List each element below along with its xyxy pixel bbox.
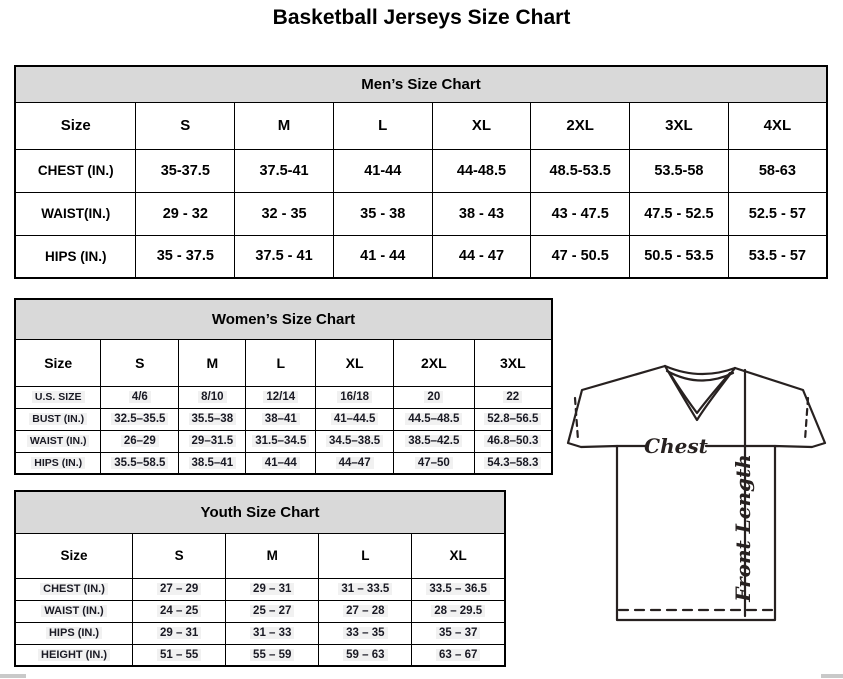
womens-row-label-1 bbox=[15, 408, 101, 430]
youth-value-3-2 bbox=[319, 644, 412, 666]
womens-size-table bbox=[14, 298, 553, 475]
right-sleeve-stitch-dashed bbox=[805, 398, 808, 440]
womens-value-2-0 bbox=[101, 430, 179, 452]
womens-value-2-4 bbox=[394, 430, 475, 452]
mens-value-2-3 bbox=[432, 235, 531, 278]
mens-column-header-5-text: 2XL bbox=[566, 117, 594, 134]
mens-table-row-1 bbox=[15, 192, 827, 235]
mens-value-2-2-text: 41 - 44 bbox=[360, 248, 406, 265]
womens-value-3-2 bbox=[246, 452, 316, 474]
womens-column-header-6 bbox=[474, 339, 552, 386]
horizontal-scrollbar-fragment-right[interactable] bbox=[821, 674, 843, 678]
mens-value-0-0-text: 35-37.5 bbox=[160, 162, 210, 179]
womens-table-row-0 bbox=[15, 386, 552, 408]
mens-value-2-0 bbox=[136, 235, 235, 278]
youth-row-label-2 bbox=[15, 622, 133, 644]
womens-row-label-1-text: BUST (IN.) bbox=[29, 413, 87, 425]
youth-value-1-3 bbox=[412, 600, 505, 622]
womens-row-label-2-text: WAIST (IN.) bbox=[27, 435, 90, 447]
youth-value-2-0 bbox=[133, 622, 226, 644]
mens-value-1-4-text: 43 - 47.5 bbox=[551, 205, 609, 222]
mens-column-header-5 bbox=[531, 102, 630, 149]
womens-column-header-2 bbox=[179, 339, 246, 386]
mens-column-header-4-text: XL bbox=[471, 117, 492, 134]
mens-value-1-3 bbox=[432, 192, 531, 235]
womens-value-3-5 bbox=[474, 452, 552, 474]
womens-value-2-3 bbox=[316, 430, 394, 452]
womens-value-3-0 bbox=[101, 452, 179, 474]
womens-column-header-0 bbox=[15, 339, 101, 386]
womens-value-1-1-text: 35.5–38 bbox=[189, 413, 237, 425]
womens-value-3-1 bbox=[179, 452, 246, 474]
mens-value-1-6-text: 52.5 - 57 bbox=[748, 205, 806, 222]
mens-value-1-1 bbox=[235, 192, 334, 235]
mens-value-1-2 bbox=[333, 192, 432, 235]
youth-column-header-2-text: M bbox=[266, 548, 278, 563]
mens-chart-title-text: Men’s Size Chart bbox=[361, 75, 481, 93]
womens-title-row bbox=[15, 299, 552, 339]
womens-value-1-1 bbox=[179, 408, 246, 430]
mens-column-header-6 bbox=[630, 102, 729, 149]
youth-table-row-0 bbox=[15, 578, 505, 600]
womens-value-1-4 bbox=[394, 408, 475, 430]
womens-row-label-3 bbox=[15, 452, 101, 474]
mens-value-0-3 bbox=[432, 149, 531, 192]
womens-value-0-0-text: 4/6 bbox=[129, 391, 151, 403]
womens-value-0-3-text: 16/18 bbox=[337, 391, 372, 403]
mens-value-0-3-text: 44-48.5 bbox=[456, 162, 507, 179]
womens-value-1-5 bbox=[474, 408, 552, 430]
womens-value-0-2-text: 12/14 bbox=[263, 391, 298, 403]
mens-row-label-1 bbox=[15, 192, 136, 235]
womens-value-2-3-text: 34.5–38.5 bbox=[326, 435, 383, 447]
womens-value-3-5-text: 54.3–58.3 bbox=[484, 457, 541, 469]
womens-value-2-4-text: 38.5–42.5 bbox=[405, 435, 462, 447]
youth-row-label-0 bbox=[15, 578, 133, 600]
mens-column-header-3-text: L bbox=[378, 117, 388, 134]
womens-column-header-3 bbox=[246, 339, 316, 386]
mens-value-2-5 bbox=[630, 235, 729, 278]
youth-value-2-1 bbox=[226, 622, 319, 644]
mens-value-2-4 bbox=[531, 235, 630, 278]
mens-value-1-6 bbox=[728, 192, 827, 235]
mens-value-2-4-text: 47 - 50.5 bbox=[551, 248, 609, 265]
womens-value-0-4 bbox=[394, 386, 475, 408]
mens-value-1-0 bbox=[136, 192, 235, 235]
womens-chart-title bbox=[15, 299, 552, 339]
mens-value-2-2 bbox=[333, 235, 432, 278]
womens-value-0-5-text: 22 bbox=[503, 391, 522, 403]
youth-value-3-3-text: 63 – 67 bbox=[436, 649, 480, 661]
youth-value-0-1 bbox=[226, 578, 319, 600]
womens-value-2-2-text: 31.5–34.5 bbox=[252, 435, 309, 447]
youth-value-0-2-text: 31 – 33.5 bbox=[338, 583, 392, 595]
mens-header-row bbox=[15, 102, 827, 149]
womens-table-row-3 bbox=[15, 452, 552, 474]
mens-value-2-6 bbox=[728, 235, 827, 278]
mens-value-1-1-text: 32 - 35 bbox=[261, 205, 307, 222]
womens-value-3-0-text: 35.5–58.5 bbox=[111, 457, 168, 469]
mens-value-2-0-text: 35 - 37.5 bbox=[156, 248, 214, 265]
youth-value-0-3-text: 33.5 – 36.5 bbox=[426, 583, 490, 595]
mens-value-0-2 bbox=[333, 149, 432, 192]
womens-column-header-2-text: M bbox=[206, 354, 219, 371]
womens-column-header-5-text: 2XL bbox=[420, 354, 447, 371]
womens-value-1-2 bbox=[246, 408, 316, 430]
mens-column-header-2 bbox=[235, 102, 334, 149]
womens-value-1-3 bbox=[316, 408, 394, 430]
mens-value-2-1 bbox=[235, 235, 334, 278]
youth-value-2-0-text: 29 – 31 bbox=[157, 627, 201, 639]
womens-row-label-0-text: U.S. SIZE bbox=[32, 391, 85, 403]
womens-value-3-1-text: 38.5–41 bbox=[189, 457, 237, 469]
youth-row-label-3-text: HEIGHT (IN.) bbox=[38, 649, 110, 661]
mens-value-1-5 bbox=[630, 192, 729, 235]
womens-row-label-3-text: HIPS (IN.) bbox=[31, 457, 85, 469]
womens-column-header-3-text: L bbox=[276, 354, 286, 371]
youth-table-row-3 bbox=[15, 644, 505, 666]
page-title: Basketball Jerseys Size Chart bbox=[272, 6, 571, 29]
mens-value-0-4-text: 48.5-53.5 bbox=[549, 162, 611, 179]
chest-label: Chest bbox=[644, 434, 708, 458]
youth-column-header-3-text: L bbox=[361, 548, 370, 563]
womens-value-1-4-text: 44.5–48.5 bbox=[405, 413, 462, 425]
womens-value-0-3 bbox=[316, 386, 394, 408]
mens-value-0-4 bbox=[531, 149, 630, 192]
youth-value-2-3-text: 35 – 37 bbox=[436, 627, 480, 639]
womens-value-3-3 bbox=[316, 452, 394, 474]
mens-column-header-6-text: 3XL bbox=[665, 117, 693, 134]
mens-row-label-0 bbox=[15, 149, 136, 192]
youth-value-0-0 bbox=[133, 578, 226, 600]
youth-table-row-1 bbox=[15, 600, 505, 622]
mens-row-label-2 bbox=[15, 235, 136, 278]
mens-column-header-2-text: M bbox=[277, 117, 291, 134]
youth-column-header-0 bbox=[15, 533, 133, 578]
jersey-outline bbox=[568, 366, 825, 620]
youth-size-table bbox=[14, 490, 506, 667]
youth-value-3-3 bbox=[412, 644, 505, 666]
mens-value-0-1-text: 37.5-41 bbox=[259, 162, 309, 179]
womens-value-0-5 bbox=[474, 386, 552, 408]
youth-value-3-1 bbox=[226, 644, 319, 666]
mens-value-2-3-text: 44 - 47 bbox=[458, 248, 505, 265]
womens-value-2-0-text: 26–29 bbox=[121, 435, 159, 447]
womens-column-header-1-text: S bbox=[135, 354, 145, 371]
womens-value-1-3-text: 41–44.5 bbox=[331, 413, 379, 425]
womens-value-1-0 bbox=[101, 408, 179, 430]
womens-value-2-1 bbox=[179, 430, 246, 452]
mens-value-1-0-text: 29 - 32 bbox=[162, 205, 208, 222]
youth-chart-title-text: Youth Size Chart bbox=[200, 503, 320, 521]
womens-value-1-2-text: 38–41 bbox=[262, 413, 300, 425]
youth-chart-title bbox=[15, 491, 505, 533]
womens-value-3-2-text: 41–44 bbox=[262, 457, 300, 469]
youth-value-1-2-text: 27 – 28 bbox=[343, 605, 387, 617]
youth-value-2-2 bbox=[319, 622, 412, 644]
womens-value-0-2 bbox=[246, 386, 316, 408]
youth-value-0-1-text: 29 – 31 bbox=[250, 583, 294, 595]
mens-title-row bbox=[15, 66, 827, 102]
mens-row-label-0-text: CHEST (IN.) bbox=[37, 163, 114, 178]
youth-column-header-2 bbox=[226, 533, 319, 578]
mens-column-header-0 bbox=[15, 102, 136, 149]
mens-value-2-1-text: 37.5 - 41 bbox=[255, 248, 313, 265]
mens-value-0-0 bbox=[136, 149, 235, 192]
mens-column-header-1 bbox=[136, 102, 235, 149]
womens-chart-title-text: Women’s Size Chart bbox=[211, 310, 356, 328]
mens-table-row-0 bbox=[15, 149, 827, 192]
youth-table-row-2 bbox=[15, 622, 505, 644]
mens-row-label-1-text: WAIST(IN.) bbox=[41, 206, 111, 221]
mens-value-1-5-text: 47.5 - 52.5 bbox=[644, 205, 714, 222]
youth-value-3-2-text: 59 – 63 bbox=[343, 649, 387, 661]
womens-value-0-0 bbox=[101, 386, 179, 408]
mens-value-0-5 bbox=[630, 149, 729, 192]
womens-value-0-4-text: 20 bbox=[424, 391, 443, 403]
youth-column-header-1-text: S bbox=[174, 548, 184, 563]
collar-back-arc-outer bbox=[665, 366, 735, 374]
youth-column-header-0-text: Size bbox=[60, 548, 88, 563]
womens-row-label-0 bbox=[15, 386, 101, 408]
mens-value-1-3-text: 38 - 43 bbox=[458, 205, 505, 222]
mens-column-header-3 bbox=[333, 102, 432, 149]
youth-row-label-1-text: WAIST (IN.) bbox=[41, 605, 106, 617]
mens-column-header-7-text: 4XL bbox=[763, 117, 792, 134]
mens-value-1-2-text: 35 - 38 bbox=[360, 205, 406, 222]
mens-row-label-2-text: HIPS (IN.) bbox=[44, 248, 107, 264]
mens-value-2-6-text: 53.5 - 57 bbox=[748, 248, 806, 265]
youth-row-label-0-text: CHEST (IN.) bbox=[40, 583, 108, 595]
womens-header-row bbox=[15, 339, 552, 386]
womens-column-header-6-text: 3XL bbox=[499, 354, 526, 371]
mens-value-0-6 bbox=[728, 149, 827, 192]
youth-column-header-1 bbox=[133, 533, 226, 578]
youth-value-1-0 bbox=[133, 600, 226, 622]
womens-column-header-1 bbox=[101, 339, 179, 386]
horizontal-scrollbar-fragment-left[interactable] bbox=[0, 674, 26, 678]
mens-value-0-1 bbox=[235, 149, 334, 192]
youth-title-row bbox=[15, 491, 505, 533]
womens-value-2-5 bbox=[474, 430, 552, 452]
mens-value-0-5-text: 53.5-58 bbox=[654, 162, 704, 179]
youth-value-1-1 bbox=[226, 600, 319, 622]
womens-column-header-4-text: XL bbox=[345, 354, 364, 371]
youth-value-1-1-text: 25 – 27 bbox=[250, 605, 294, 617]
youth-value-3-1-text: 55 – 59 bbox=[250, 649, 294, 661]
womens-value-3-3-text: 44–47 bbox=[336, 457, 374, 469]
youth-value-2-2-text: 33 – 35 bbox=[343, 627, 387, 639]
youth-row-label-3 bbox=[15, 644, 133, 666]
front-length-label: Front Length bbox=[731, 454, 755, 602]
mens-value-0-6-text: 58-63 bbox=[758, 162, 796, 179]
youth-value-2-1-text: 31 – 33 bbox=[250, 627, 294, 639]
youth-value-2-3 bbox=[412, 622, 505, 644]
mens-value-0-2-text: 41-44 bbox=[364, 162, 402, 179]
womens-value-2-1-text: 29–31.5 bbox=[189, 435, 237, 447]
youth-row-label-2-text: HIPS (IN.) bbox=[46, 627, 102, 639]
mens-column-header-1-text: S bbox=[180, 117, 191, 134]
youth-header-row bbox=[15, 533, 505, 578]
youth-value-1-3-text: 28 – 29.5 bbox=[431, 605, 485, 617]
mens-chart-title bbox=[15, 66, 827, 102]
youth-column-header-4 bbox=[412, 533, 505, 578]
womens-value-2-5-text: 46.8–50.3 bbox=[484, 435, 541, 447]
womens-table-row-2 bbox=[15, 430, 552, 452]
mens-column-header-7 bbox=[728, 102, 827, 149]
mens-column-header-4 bbox=[432, 102, 531, 149]
youth-row-label-1 bbox=[15, 600, 133, 622]
mens-column-header-0-text: Size bbox=[60, 117, 91, 134]
youth-value-1-2 bbox=[319, 600, 412, 622]
youth-value-3-0-text: 51 – 55 bbox=[157, 649, 201, 661]
youth-value-0-2 bbox=[319, 578, 412, 600]
womens-value-1-5-text: 52.8–56.5 bbox=[484, 413, 541, 425]
womens-value-1-0-text: 32.5–35.5 bbox=[111, 413, 168, 425]
jersey-measurement-diagram bbox=[558, 356, 838, 630]
youth-column-header-3 bbox=[319, 533, 412, 578]
womens-column-header-5 bbox=[394, 339, 475, 386]
womens-column-header-4 bbox=[316, 339, 394, 386]
womens-value-3-4 bbox=[394, 452, 475, 474]
youth-value-3-0 bbox=[133, 644, 226, 666]
youth-column-header-4-text: XL bbox=[449, 548, 467, 563]
womens-value-0-1-text: 8/10 bbox=[198, 391, 226, 403]
womens-value-0-1 bbox=[179, 386, 246, 408]
womens-column-header-0-text: Size bbox=[44, 354, 73, 371]
womens-table-row-1 bbox=[15, 408, 552, 430]
mens-table-row-2 bbox=[15, 235, 827, 278]
mens-size-table bbox=[14, 65, 828, 279]
youth-value-0-0-text: 27 – 29 bbox=[157, 583, 201, 595]
womens-value-3-4-text: 47–50 bbox=[415, 457, 453, 469]
womens-value-2-2 bbox=[246, 430, 316, 452]
youth-value-0-3 bbox=[412, 578, 505, 600]
mens-value-1-4 bbox=[531, 192, 630, 235]
mens-value-2-5-text: 50.5 - 53.5 bbox=[644, 248, 714, 265]
jersey-drawing bbox=[558, 356, 838, 630]
youth-value-1-0-text: 24 – 25 bbox=[157, 605, 201, 617]
womens-row-label-2 bbox=[15, 430, 101, 452]
